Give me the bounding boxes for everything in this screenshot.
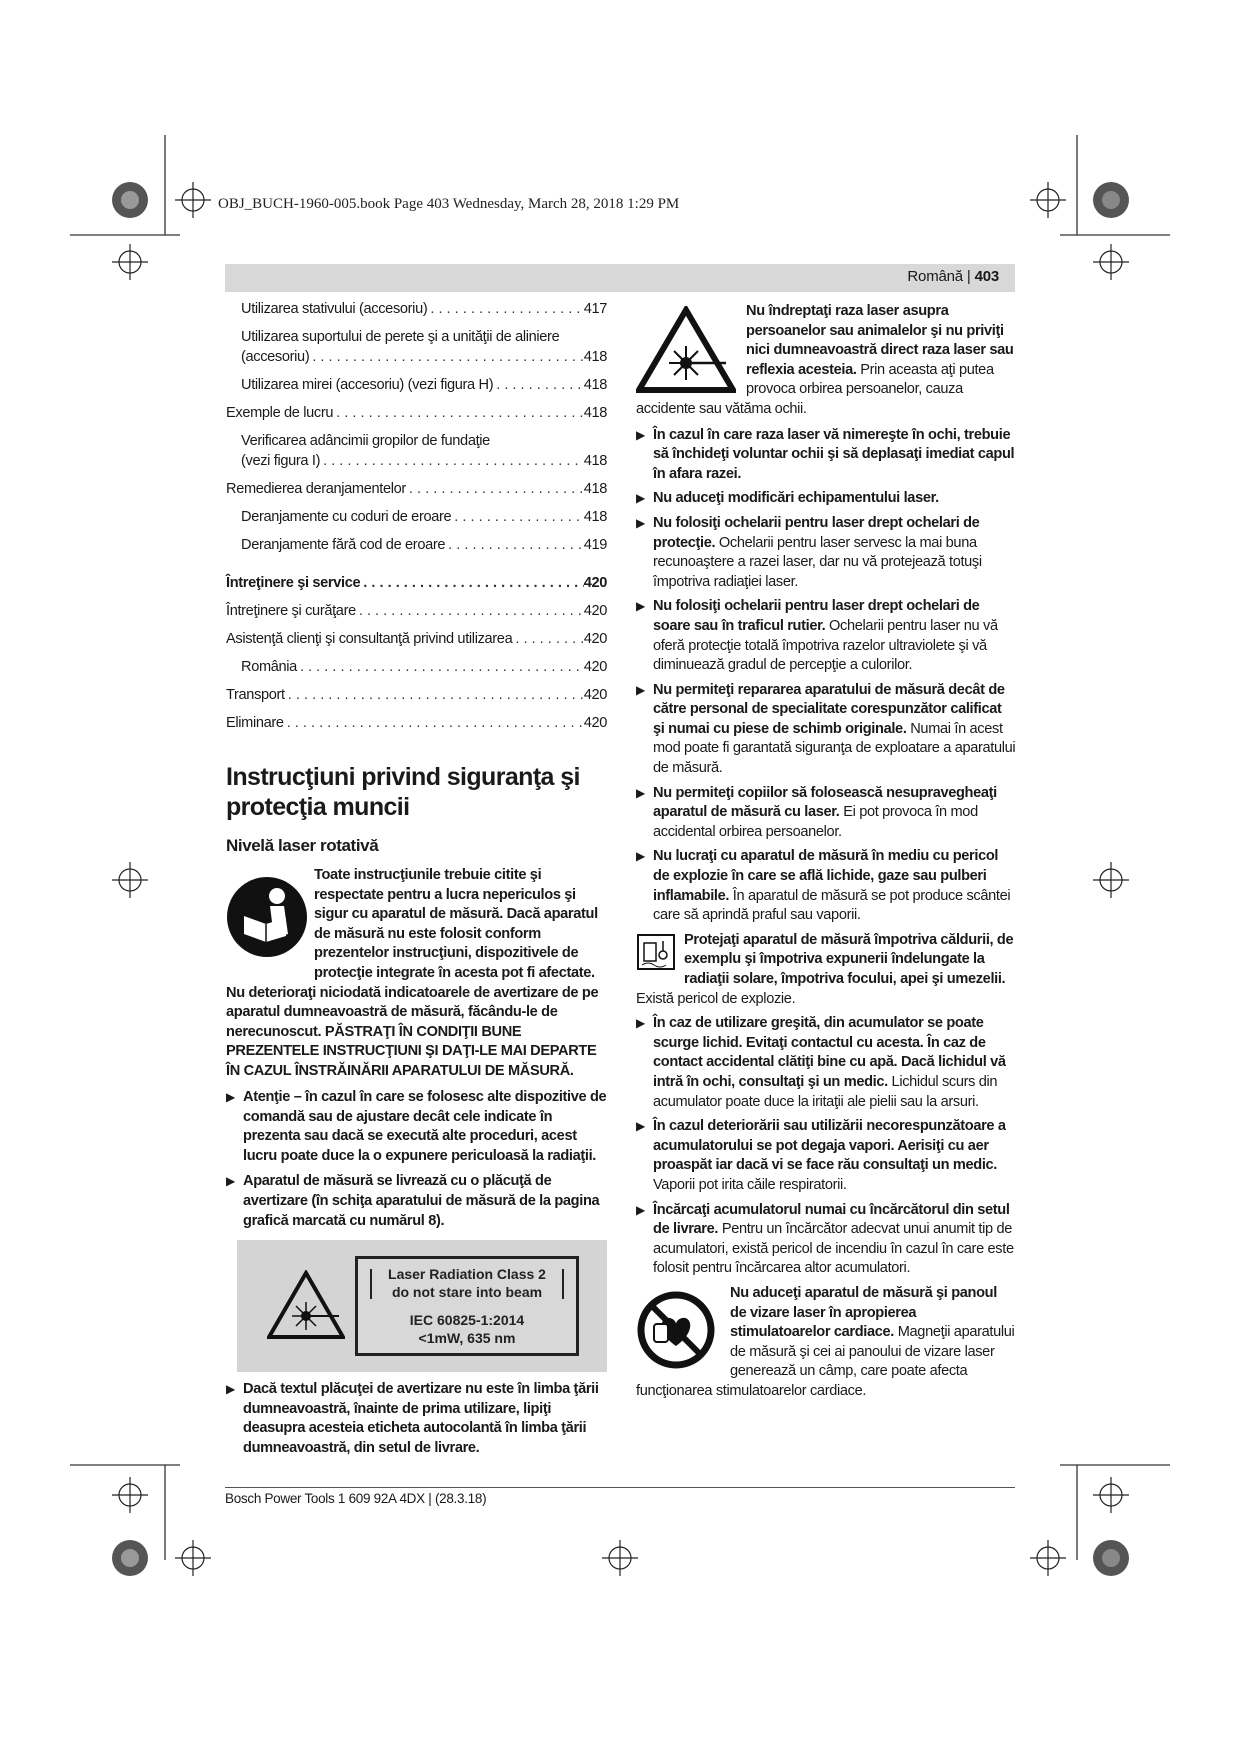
bullet-arrow-icon: ▶ [636, 491, 645, 506]
toc-entry[interactable]: Transport . . . 420 [226, 686, 607, 714]
page-number: 403 [974, 268, 999, 285]
list-item: ▶ În caz de utilizare greşită, din acumulator se poate scurge lichid. Evitaţi contactul cu acesta. În caz de contact accidental clătiţi bine cu apă. Dacă lichidul vă intră în ochi, consultaţi şi un medic. Lichidul scurs din acumulator poate duce la iritaţii ale pielii sau la arsuri. [636, 1015, 1006, 1110]
left-bullets [226, 1088, 607, 1231]
bullet-arrow-icon: ▶ [636, 427, 645, 442]
list-item: ▶ Nu lucraţi cu aparatul de măsură în mediu cu pericol de explozie în care se află lichide, gaze sau pulberi inflamabile. În aparatul de măsură se pot produce scântei care să aprindă praful sau vaporii. [636, 848, 1011, 924]
list-item: Nu aduceţi aparatul de măsură şi panoul de vizare laser în apropierea stimulatoarelor cardiace. Magneţii aparatului de măsură şi cei ai panoului de vizare laser generează un câmp, care poate afecta funcţionarea stimulatoarelor cardiace. [636, 1284, 1015, 1399]
plate-frame [355, 1256, 579, 1356]
left-bullets-2 [226, 1380, 607, 1458]
bullet-arrow-icon: ▶ [226, 1174, 235, 1189]
warning-plate [237, 1240, 607, 1372]
bullet-arrow-icon: ▶ [636, 599, 645, 614]
laser-warning-icon [636, 306, 736, 394]
list-item: ▶ Nu aduceţi modificări echipamentului laser. [636, 489, 1016, 509]
list-item: ▶ În cazul deteriorării sau utilizării necorespunzătoare a acumulatorului se pot degaja vapori. Aerisiţi cu aer proaspăt iar dacă vi se face rău consultaţi un medic. Vaporii pot irita căile respiratorii. [636, 1118, 1006, 1193]
list-item: ▶ Dacă textul plăcuţei de avertizare nu este în limba ţării dumneavoastră, înainte de prima utilizare, lipiţi deasupra acesteia eticheta autocolantă în limba ţării dumneavoastră, din setul de livrare. [226, 1381, 599, 1456]
list-item: Protejaţi aparatul de măsură împotriva căldurii, de exemplu şi împotriva expunerii îndelungate la radiaţii solare, împotriva focului, apei şi umezelii. Există pericol de explozie. [636, 931, 1014, 1007]
toc-entry[interactable]: Deranjamente cu coduri de eroare . . . 418 [226, 508, 607, 536]
toc-entry[interactable]: Deranjamente fără cod de eroare . . . 419 [226, 536, 607, 564]
list-item: ▶ Nu folosiţi ochelarii pentru laser drept ochelari de soare sau în traficul rutier. Ochelarii pentru laser nu vă oferă protecţie totală împotriva razelor ultraviolete şi vă diminuează gradul de percepţie a culorilor. [636, 598, 998, 674]
section-title: Instrucţiuni privind siguranţa şi protecţia muncii [226, 763, 580, 821]
toc-entry[interactable]: Asistenţă clienţi şi consultanţă privind utilizarea . . . 420 [226, 630, 607, 658]
table-of-contents [226, 300, 607, 742]
toc-entry[interactable]: Utilizarea mirei (accesoriu) (vezi figura H) . . . 418 [226, 376, 607, 404]
bullet-arrow-icon: ▶ [636, 785, 645, 800]
bullet-arrow-icon: ▶ [636, 682, 645, 697]
list-item: ▶ Nu permiteţi copiilor să folosească nesupravegheaţi aparatul de măsură cu laser. Ei pot provoca în mod accidental orbirea persoanelor. [636, 784, 997, 840]
intro-warning-text: Toate instrucţiunile trebuie citite şi respectate pentru a lucra nepericulos şi sigur cu aparatul de măsură. Dacă aparatul de măsură nu este folosit conform prezentelor instrucţiuni, dispozitivele de protecţie integrate în acesta pot fi afectate. Nu deterioraţi niciodată indicatoarele de avertizare de pe aparatul dumneavoastră de măsură, făcându-le de nerecunoscut. PĂSTRAŢI ÎN CONDIŢII BUNE PREZENTELE INSTRUCŢIUNI ŞI DAŢI-LE MAI DEPARTE ÎN CAZUL ÎNSTRĂINĂRII APARATULUI DE MĂSURĂ. [226, 867, 599, 1079]
list-item: ▶ Încărcaţi acumulatorul numai cu încărcătorul din setul de livrare. Pentru un încărcător adecvat unui anumit tip de acumulatori, există pericol de incendiu în cazul în care este folosit pentru încărcarea altor acumulatori. [636, 1201, 1014, 1277]
bullet-arrow-icon: ▶ [226, 1090, 235, 1104]
plate-text-top: Laser Radiation Class 2 do not stare into beam [388, 1266, 546, 1300]
book-header-line: OBJ_BUCH-1960-005.book Page 403 Wednesday, March 28, 2018 1:29 PM [218, 196, 680, 212]
bullet-arrow-icon: ▶ [636, 515, 645, 530]
toc-entry[interactable]: Verificarea adâncimii gropilor de fundaţie (vezi figura I) . . . 418 [226, 432, 607, 480]
list-item: ▶ Atenţie – în cazul în care se folosesc alte dispozitive de comandă sau de ajustare decât cele indicate în prezenta sau dacă se execută alte proceduri, acest lucru poate duce la o expunere periculoasă la radiaţii. [226, 1089, 607, 1164]
list-item: ▶ În cazul în care raza laser vă nimereşte în ochi, trebuie să închideţi voluntar ochii şi să deplasaţi imediat capul în afara razei. [636, 426, 1015, 482]
list-item: ▶ Aparatul de măsură se livrează cu o plăcuţă de avertizare (în schiţa aparatului de măsură de la pagina grafică marcată cu numărul 8). [226, 1173, 600, 1229]
toc-entry[interactable]: Utilizarea stativului (accesoriu) . . . 417 [226, 300, 607, 328]
pacemaker-prohibition-icon [636, 1290, 716, 1370]
toc-entry[interactable]: Remedierea deranjamentelor . . . 418 [226, 480, 607, 508]
toc-entry[interactable]: Eliminare . . . 420 [226, 714, 607, 742]
footer-rule [225, 1487, 1015, 1488]
page-footer: Bosch Power Tools 1 609 92A 4DX | (28.3.18) [225, 1491, 487, 1506]
language-bar [225, 264, 1015, 292]
right-column [636, 302, 1016, 1401]
toc-entry[interactable]: Utilizarea suportului de perete şi a unităţii de aliniere (accesoriu) . . . 418 [226, 328, 607, 376]
toc-entry[interactable]: Exemple de lucru . . . 418 [226, 404, 607, 432]
list-item: Nu îndreptaţi raza laser asupra persoanelor sau animalelor şi nu priviţi nici dumneavoastră direct raza laser sau reflexia acesteia. Prin aceasta aţi putea provoca orbirea persoanelor, cauza accidente sau vătăma ochii. [636, 303, 1014, 417]
toc-entry[interactable]: Întreţinere şi service . . . 420 [226, 574, 607, 602]
bullet-arrow-icon: ▶ [636, 1202, 645, 1217]
heat-protection-icon [636, 933, 676, 971]
page-language-label: Română | 403 [907, 268, 999, 285]
section-subtitle: Nivelă laser rotativă [226, 836, 379, 855]
bullet-arrow-icon: ▶ [226, 1382, 235, 1396]
list-item: ▶ Nu permiteţi repararea aparatului de măsură decât de către personal de specialitate corespunzător calificat şi numai cu piese de schimb originale. Numai în acest mod poate fi garantată siguranţa de exploatare a aparatului de măsură. [636, 681, 1016, 777]
plate-text-bottom: IEC 60825-1:2014 <1mW, 635 nm [409, 1312, 525, 1346]
toc-entry[interactable]: Întreţinere şi curăţare . . . 420 [226, 602, 607, 630]
list-item: ▶ Nu folosiţi ochelarii pentru laser drept ochelari de protecţie. Ochelarii pentru laser servesc la mai buna recunoaştere a razei laser, dar nu vă protejează totuşi împotriva radiaţiei laser. [636, 514, 982, 590]
laser-warning-icon [267, 1270, 345, 1340]
bullet-arrow-icon: ▶ [636, 1119, 645, 1134]
bullet-arrow-icon: ▶ [636, 849, 645, 864]
toc-entry[interactable]: România . . . 420 [226, 658, 607, 686]
bullet-arrow-icon: ▶ [636, 1016, 645, 1031]
